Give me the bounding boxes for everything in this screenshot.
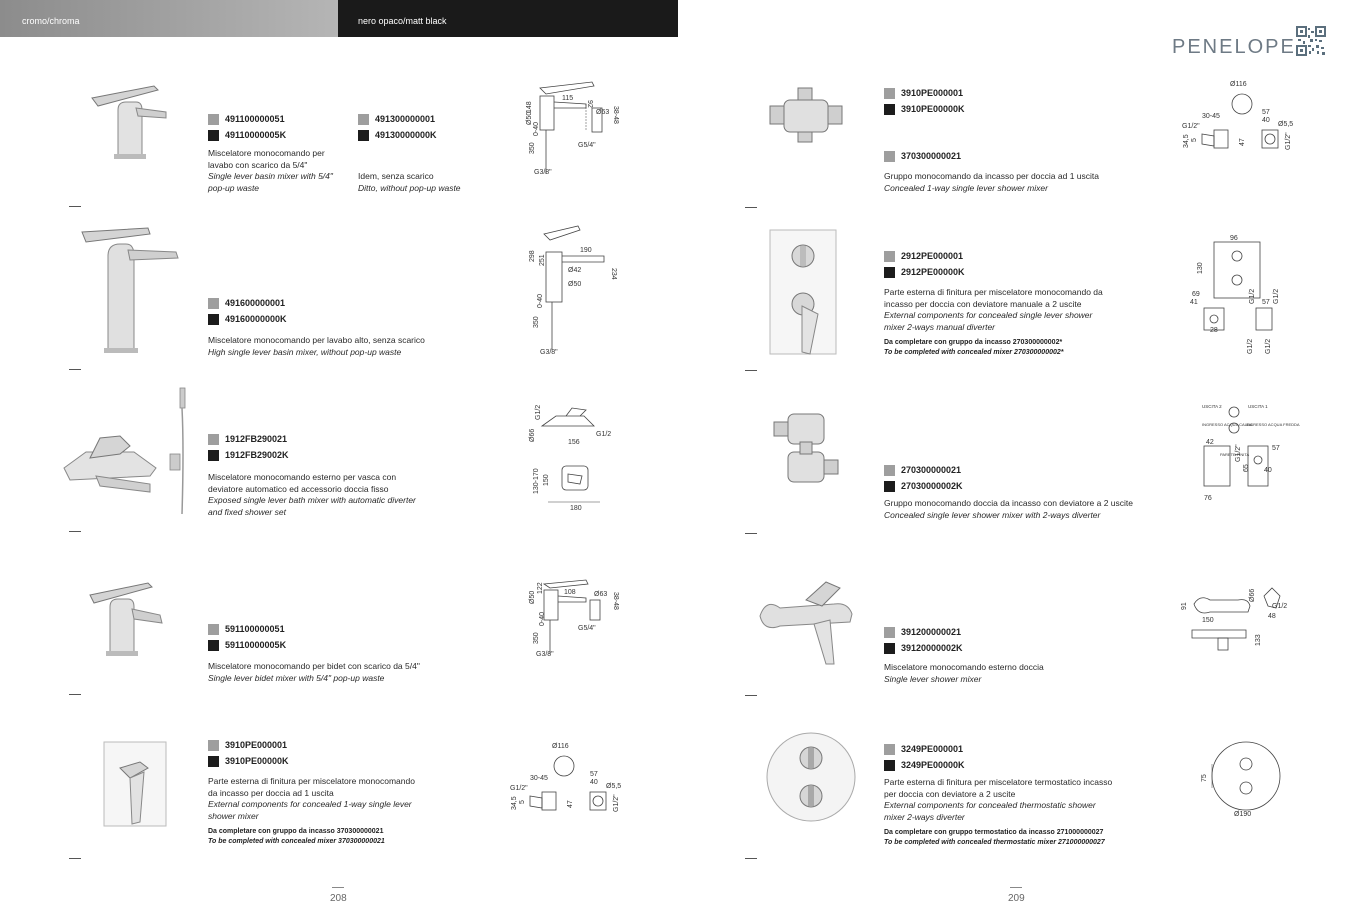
svg-text:0-40: 0-40 (537, 293, 544, 308)
svg-text:G3/8": G3/8" (534, 169, 552, 176)
finish-legend-chrome (0, 0, 338, 37)
svg-text:G1/2": G1/2" (613, 794, 620, 812)
svg-text:5: 5 (1191, 138, 1198, 142)
product-note: Da completare con gruppo termostatico da incasso 271000000027 To be completed with concealed thermostatic mixer 271000000027 (884, 829, 1105, 846)
thermostatic-finishing-image (764, 730, 858, 824)
product-code-chrome: 3910PE000001 (884, 85, 965, 101)
svg-text:Ø50: Ø50 (568, 281, 582, 288)
svg-text:34,5: 34,5 (1183, 134, 1190, 148)
svg-text:G3/8": G3/8" (536, 651, 554, 658)
product-code-chrome: 3910PE000001 (208, 737, 289, 753)
product-code-black: 3910PE00000K (208, 753, 289, 769)
finish-label-black: nero opaco/matt black (358, 16, 447, 26)
product-description: Parte esterna di finitura per miscelatore termostatico incasso per doccia con deviatore a 2 uscite External components for concealed thermostatic shower mixer 2-ways diverter (884, 777, 1113, 822)
product-code-black: 49110000005K (208, 127, 286, 143)
product-code-black: 49160000000K (208, 311, 287, 327)
product-code-black: 3249PE00000K (884, 757, 965, 773)
product-description: Parte esterna di finitura per miscelatore monocomando da incasso per doccia con deviatore manuale a 2 uscite External components for concealed single lever shower mixer 2-ways manual diverter (884, 287, 1103, 332)
svg-text:57: 57 (1262, 299, 1270, 306)
2way-finishing-image (766, 226, 840, 358)
svg-text:41: 41 (1190, 299, 1198, 306)
technical-drawing (1196, 738, 1288, 818)
svg-text:28: 28 (1210, 327, 1218, 334)
svg-text:G1/2: G1/2 (596, 431, 612, 438)
finish-legend-black (338, 0, 678, 37)
product-note: Da completare con gruppo da incasso 270300000002* To be completed with concealed mixer 270300000002* (884, 339, 1064, 356)
product-code-chrome: 591100000051 (208, 621, 286, 637)
svg-text:Ø63: Ø63 (594, 591, 608, 598)
brand-title: PENELOPE (1172, 36, 1296, 58)
svg-text:76: 76 (1204, 495, 1212, 502)
technical-drawing (1196, 398, 1300, 506)
technical-drawing (528, 404, 628, 512)
page-number-right: 209 (1008, 893, 1025, 904)
svg-text:150: 150 (1202, 617, 1214, 624)
svg-text:47: 47 (567, 800, 574, 808)
svg-text:Ø50: Ø50 (529, 590, 536, 604)
page-number-left: 208 (330, 893, 347, 904)
svg-text:0-40: 0-40 (539, 611, 546, 626)
svg-text:30-45: 30-45 (1202, 113, 1220, 120)
svg-text:96: 96 (1230, 235, 1238, 242)
product-description: Miscelatore monocomando esterno per vasca con deviatore automatico ed accessorio doccia fisso Exposed single lever bath mixer with automatic diverter and fixed shower set (208, 472, 416, 517)
svg-text:57: 57 (590, 771, 598, 778)
svg-text:G5/4": G5/4" (578, 625, 596, 632)
product-code-black: 49130000000K (358, 127, 437, 143)
svg-text:G1/2": G1/2" (1182, 123, 1200, 130)
svg-text:34,5: 34,5 (511, 796, 518, 810)
svg-text:0-40: 0-40 (533, 121, 540, 136)
svg-text:40: 40 (590, 779, 598, 786)
svg-text:PARETE FINITA: PARETE FINITA (1220, 452, 1250, 457)
product-description-variant: Idem, senza scarico Ditto, without pop-up waste (358, 171, 461, 193)
basin-mixer-image (78, 80, 188, 160)
svg-text:350: 350 (533, 632, 540, 644)
technical-drawing (506, 738, 630, 830)
product-code-chrome: 370300000021 (884, 148, 961, 164)
svg-text:G1/2": G1/2" (510, 785, 528, 792)
svg-text:Ø5,5: Ø5,5 (1278, 121, 1294, 128)
svg-text:30-45: 30-45 (530, 775, 548, 782)
svg-text:Ø116: Ø116 (552, 743, 569, 750)
svg-text:47: 47 (1239, 138, 1246, 146)
product-description: Miscelatore monocomando esterno doccia Single lever shower mixer (884, 662, 1044, 684)
svg-text:G5/4": G5/4" (578, 142, 596, 149)
svg-text:5: 5 (519, 800, 526, 804)
bath-mixer-image (60, 388, 190, 516)
svg-text:298: 298 (529, 250, 536, 262)
product-code-chrome: 1912FB290021 (208, 431, 289, 447)
svg-text:180: 180 (570, 505, 582, 512)
svg-text:40: 40 (1262, 117, 1270, 124)
svg-text:G1/2: G1/2 (1249, 288, 1256, 304)
svg-text:75: 75 (1201, 774, 1208, 782)
svg-text:156: 156 (568, 439, 580, 446)
product-code-chrome: 270300000021 (884, 462, 963, 478)
svg-text:91: 91 (1181, 602, 1188, 610)
product-code-chrome: 3249PE000001 (884, 741, 965, 757)
product-code-chrome: 491600000001 (208, 295, 287, 311)
product-code-chrome: 491100000051 (208, 111, 286, 127)
shower-finishing-image (100, 738, 170, 830)
technical-drawing (1180, 584, 1292, 652)
svg-text:42: 42 (1206, 439, 1214, 446)
product-code-black: 1912FB29002K (208, 447, 289, 463)
svg-text:38-48: 38-48 (612, 106, 619, 124)
product-code-chrome: 2912PE000001 (884, 248, 965, 264)
svg-text:G3/8": G3/8" (540, 349, 558, 356)
svg-text:38-48: 38-48 (612, 592, 619, 610)
svg-text:57: 57 (1262, 109, 1270, 116)
product-code-chrome: 491300000001 (358, 111, 437, 127)
product-description: Miscelatore monocomando per bidet con scarico da 5/4" Single lever bidet mixer with 5/4" pop-up waste (208, 661, 420, 683)
svg-text:350: 350 (529, 142, 536, 154)
product-code-black: 59110000005K (208, 637, 286, 653)
svg-text:48: 48 (1268, 613, 1276, 620)
svg-text:G1/2: G1/2 (1247, 338, 1254, 354)
technical-drawing (522, 78, 622, 180)
concealed-2way-body-image (770, 408, 842, 488)
svg-text:G1/2: G1/2 (535, 404, 542, 420)
svg-text:130: 130 (1197, 262, 1204, 274)
product-description: Gruppo monocomando da incasso per doccia ad 1 uscita Concealed 1-way single lever shower mixer (884, 171, 1099, 193)
svg-text:92: 92 (586, 100, 593, 108)
svg-text:190: 190 (580, 247, 592, 254)
exposed-shower-mixer-image (752, 574, 862, 666)
concealed-body-image (766, 86, 846, 146)
svg-text:G1/2": G1/2" (1235, 444, 1242, 462)
svg-text:INGRESSO ACQUA FREDDA: INGRESSO ACQUA FREDDA (1246, 422, 1300, 427)
svg-text:Ø66: Ø66 (1249, 588, 1256, 602)
technical-drawing (524, 576, 624, 660)
product-code-black: 27030000002K (884, 478, 963, 494)
product-description: Parte esterna di finitura per miscelatore monocomando da incasso per doccia ad 1 uscita External components for concealed 1-way single lever shower mixer (208, 776, 415, 821)
product-description: Miscelatore monocomando per lavabo con scarico da 5/4" Single lever basin mixer with 5/4" pop-up waste (208, 148, 333, 193)
svg-text:Ø66: Ø66 (529, 428, 536, 442)
technical-drawing (1190, 232, 1290, 358)
svg-text:Ø42: Ø42 (568, 267, 582, 274)
svg-text:65: 65 (1243, 464, 1250, 472)
svg-text:G1/2: G1/2 (1272, 603, 1288, 610)
svg-text:Ø50: Ø50 (526, 111, 533, 125)
product-code-black: 39120000002K (884, 640, 963, 656)
bidet-mixer-image (82, 575, 182, 657)
svg-text:122: 122 (537, 582, 544, 594)
technical-drawing (1176, 76, 1300, 168)
svg-text:INGRESSO ACQUA CALDA: INGRESSO ACQUA CALDA (1202, 422, 1253, 427)
svg-text:350: 350 (533, 316, 540, 328)
svg-text:Ø116: Ø116 (1230, 81, 1247, 88)
svg-text:Ø5,5: Ø5,5 (606, 783, 622, 790)
svg-text:USCITA 2: USCITA 2 (1202, 404, 1222, 409)
product-code-chrome: 391200000021 (884, 624, 963, 640)
finish-label-chrome: cromo/chroma (22, 16, 80, 26)
svg-text:234: 234 (610, 268, 617, 280)
product-description: Miscelatore monocomando per lavabo alto, senza scarico High single lever basin mixer, without pop-up waste (208, 335, 425, 357)
svg-text:150: 150 (543, 474, 550, 486)
svg-text:108: 108 (564, 589, 576, 596)
svg-text:251: 251 (539, 254, 546, 266)
high-basin-mixer-image (78, 222, 188, 354)
product-code-black: 2912PE00000K (884, 264, 965, 280)
product-note: Da completare con gruppo da incasso 370300000021 To be completed with concealed mixer 370300000021 (208, 828, 385, 845)
svg-text:69: 69 (1192, 291, 1200, 298)
svg-text:115: 115 (562, 95, 574, 102)
svg-text:G1/2: G1/2 (1265, 338, 1272, 354)
svg-text:G1/2: G1/2 (1273, 288, 1280, 304)
qr-code-icon[interactable] (1296, 26, 1326, 56)
svg-text:57: 57 (1272, 445, 1280, 452)
svg-text:G1/2": G1/2" (1285, 132, 1292, 150)
svg-text:148: 148 (526, 101, 533, 113)
svg-text:USCITA 1: USCITA 1 (1248, 404, 1268, 409)
svg-text:Ø190: Ø190 (1234, 811, 1252, 818)
svg-text:130-170: 130-170 (533, 468, 540, 494)
svg-text:133: 133 (1255, 634, 1262, 646)
svg-text:40: 40 (1264, 467, 1272, 474)
product-code-black: 3910PE00000K (884, 101, 965, 117)
technical-drawing (524, 222, 624, 358)
svg-text:Ø63: Ø63 (596, 109, 610, 116)
product-description: Gruppo monocomando doccia da incasso con deviatore a 2 uscite Concealed single lever shower mixer with 2-ways diverter (884, 498, 1134, 520)
